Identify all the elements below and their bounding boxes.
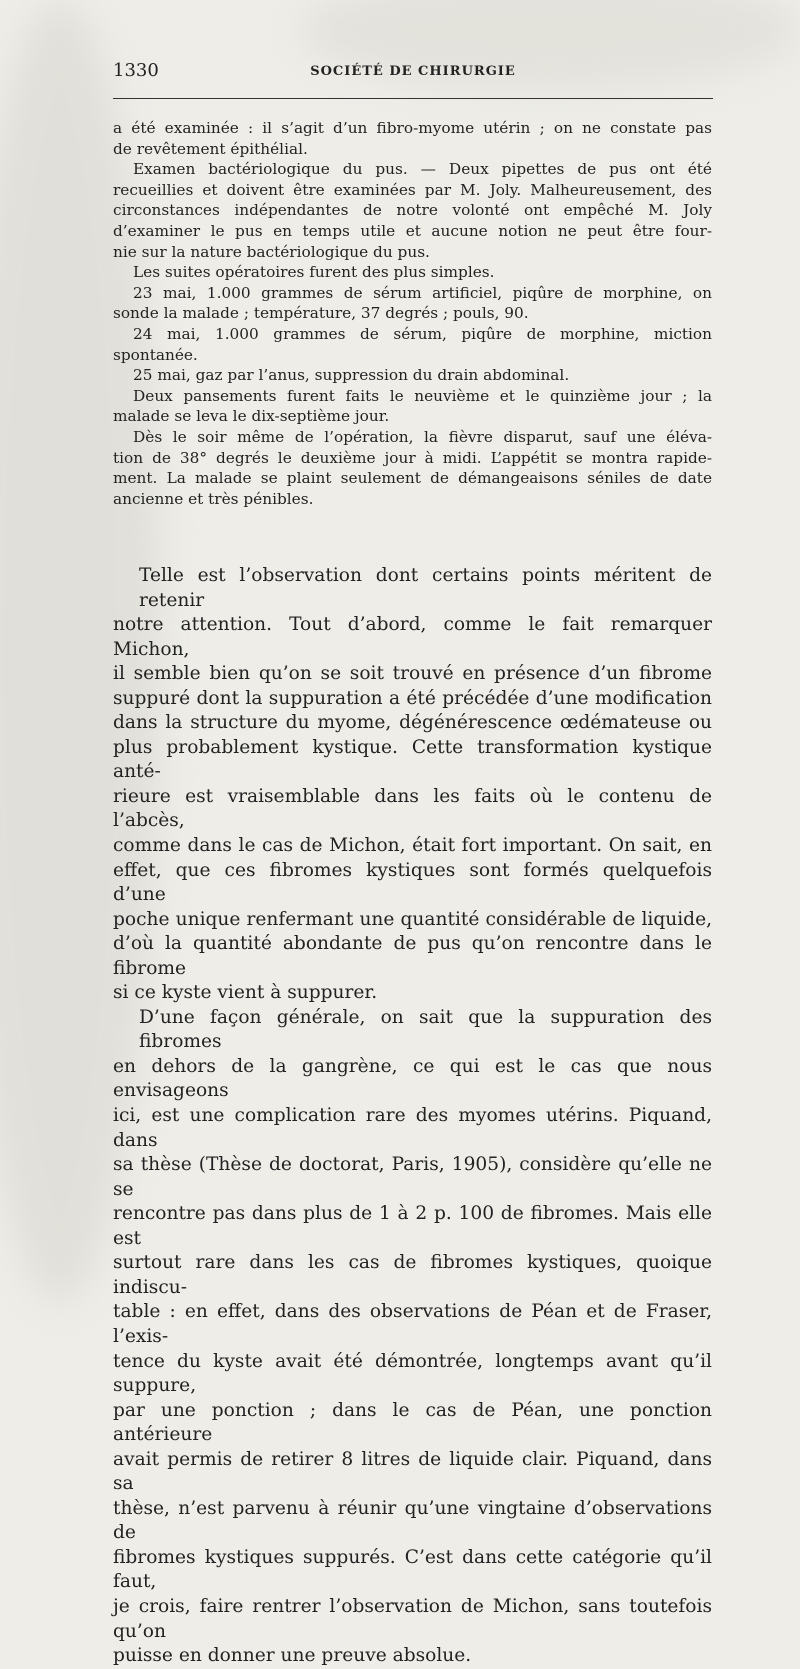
text-line: avait permis de retirer 8 litres de liquide clair. Piquand, dans sa — [113, 1448, 712, 1495]
text-line: thèse, n’est parvenu à réunir qu’une vingtaine d’observations de — [113, 1497, 712, 1544]
text-line: en dehors de la gangrène, ce qui est le cas que nous envisageons — [113, 1055, 712, 1102]
text-line: effet, que ces fibromes kystiques sont formés quelquefois d’une — [113, 859, 712, 906]
text-line: poche unique renfermant une quantité considérable de liquide, — [113, 908, 712, 930]
text-line: a été examinée : il s’agit d’un fibro-myome utérin ; on ne constate pas — [113, 119, 712, 137]
header-rule — [113, 98, 713, 99]
text-line: de revêtement épithélial. — [113, 139, 308, 158]
text-line: il semble bien qu’on se soit trouvé en présence d’un fibrome — [113, 663, 712, 685]
text-line: plus probablement kystique. Cette transformation kystique anté- — [113, 736, 712, 783]
text-line: circonstances indépendantes de notre volonté ont empêché M. Joly — [113, 201, 712, 220]
text-line: Les suites opératoires furent des plus simples. — [133, 263, 495, 282]
text-line: 25 mai, gaz par l’anus, suppression du drain abdominal. — [133, 366, 570, 385]
text-line: comme dans le cas de Michon, était fort important. On sait, en — [113, 835, 712, 857]
text-line: ici, est une complication rare des myomes utérins. Piquand, dans — [113, 1105, 712, 1151]
text-line: recueillies et doivent être examinées par M. Joly. Malheureusement, des — [113, 180, 712, 199]
page-header — [113, 60, 713, 84]
text-line: rencontre pas dans plus de 1 à 2 p. 100 de fibromes. Mais elle est — [113, 1203, 712, 1249]
text-line: table : en effet, dans des observations de Péan et de Fraser, l’exis- — [113, 1301, 712, 1347]
text-line: D’une façon générale, on sait que la suppuration des fibromes — [139, 1006, 712, 1053]
text-line: ment. La malade se plaint seulement de démangeaisons séniles de date — [113, 469, 712, 488]
text-line: tence du kyste avait été démontrée, longtemps avant qu’il suppure, — [113, 1350, 712, 1397]
text-line: rieure est vraisemblable dans les faits où le contenu de l’abcès, — [113, 785, 712, 832]
text-line: suppuré dont la suppuration a été précédée d’une modification — [113, 687, 712, 709]
text-line: fibromes kystiques suppurés. C’est dans cette catégorie qu’il faut, — [113, 1546, 712, 1593]
text-line: 23 mai, 1.000 grammes de sérum artificiel, piqûre de morphine, on — [133, 283, 712, 302]
page-number: 1330 — [113, 60, 159, 81]
text-line: sa thèse (Thèse de doctorat, Paris, 1905), considère qu’elle ne se — [113, 1154, 712, 1200]
text-line: d’où la quantité abondante de pus qu’on rencontre dans le fibrome — [113, 933, 712, 979]
running-title: SOCIÉTÉ DE CHIRURGIE — [310, 64, 516, 79]
text-line: par une ponction ; dans le cas de Péan, une ponction antérieure — [113, 1399, 712, 1446]
text-line: je crois, faire rentrer l’observation de Michon, sans toutefois qu’on — [113, 1595, 712, 1642]
text-line: Dès le soir même de l’opération, la fièvre disparut, sauf une éléva- — [133, 427, 712, 446]
text-line: spontanée. — [113, 345, 198, 364]
text-line: sonde la malade ; température, 37 degrés ; pouls, 90. — [113, 304, 529, 323]
text-line: malade se leva le dix-septième jour. — [113, 407, 390, 426]
text-line: d’examiner le pus en temps utile et aucune notion ne peut être four- — [113, 221, 712, 240]
text-line: surtout rare dans les cas de fibromes kystiques, quoique indiscu- — [113, 1252, 712, 1298]
text-line: ancienne et très pénibles. — [113, 489, 314, 508]
text-line: nie sur la nature bactériologique du pus. — [113, 242, 430, 261]
text-line: dans la structure du myome, dégénérescence œdémateuse ou — [113, 712, 712, 734]
text-line: notre attention. Tout d’abord, comme le fait remarquer Michon, — [113, 614, 712, 660]
text-line: 24 mai, 1.000 grammes de sérum, piqûre de morphine, miction — [133, 324, 712, 343]
discussion-block — [113, 564, 712, 1669]
text-line: Deux pansements furent faits le neuvième et le quinzième jour ; la — [133, 386, 712, 405]
text-line: puisse en donner une preuve absolue. — [113, 1645, 472, 1667]
text-line: tion de 38° degrés le deuxième jour à midi. L’appétit se montra rapide- — [113, 448, 712, 467]
text-line: Examen bactériologique du pus. — Deux pipettes de pus ont été — [133, 160, 712, 179]
text-line: Telle est l’observation dont certains points méritent de retenir — [139, 565, 712, 611]
text-line: si ce kyste vient à suppurer. — [113, 982, 378, 1004]
case-notes-block — [113, 118, 712, 509]
